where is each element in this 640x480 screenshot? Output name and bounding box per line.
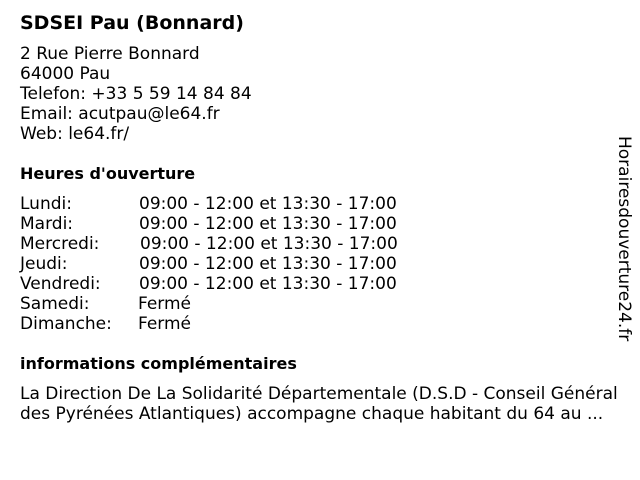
day-label: Mercredi: [20,234,100,254]
web-line[interactable]: Web: le64.fr/ [20,124,130,144]
time-value: 09:00 - 12:00 et 13:30 - 17:00 [140,234,398,254]
contact-block [20,44,252,144]
address-street: 2 Rue Pierre Bonnard [20,44,200,64]
day-label: Dimanche: [20,314,112,334]
business-name: SDSEI Pau (Bonnard) [20,12,244,34]
email-line[interactable]: Email: acutpau@le64.fr [20,104,220,124]
day-label: Lundi: [20,194,72,214]
day-label: Mardi: [20,214,74,234]
time-value: 09:00 - 12:00 et 13:30 - 17:00 [139,254,397,274]
time-value: Fermé [138,294,192,314]
time-value: Fermé [138,314,192,334]
phone-line[interactable]: Telefon: +33 5 59 14 84 84 [20,84,252,104]
day-label: Vendredi: [20,274,101,294]
address-city: 64000 Pau [20,64,111,84]
time-value: 09:00 - 12:00 et 13:30 - 17:00 [139,214,397,234]
time-value: 09:00 - 12:00 et 13:30 - 17:00 [139,274,397,294]
time-value: 09:00 - 12:00 et 13:30 - 17:00 [139,194,397,214]
day-label: Jeudi: [20,254,68,274]
info-heading: informations complémentaires [20,354,297,373]
watermark [612,136,636,346]
hours-heading: Heures d'ouverture [20,164,196,183]
day-label: Samedi: [20,294,90,314]
info-text: La Direction De La Solidarité Départementale (D.S.D - Conseil Général des Pyrénées Atlantiques) accompagne chaque habitant du 64 au ... [20,384,618,424]
watermark-text: Horairesdouverture24.fr [614,136,634,342]
